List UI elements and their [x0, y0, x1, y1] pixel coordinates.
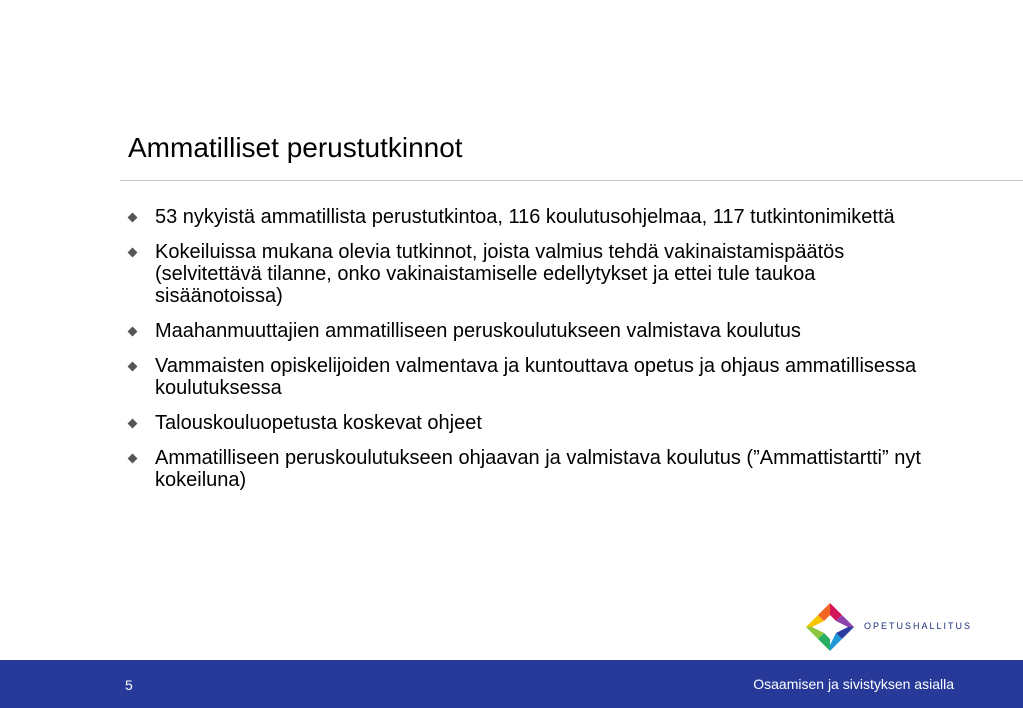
diamond-bullet-icon — [128, 327, 138, 337]
diamond-bullet-icon — [128, 213, 138, 223]
diamond-bullet-icon — [128, 419, 138, 429]
bullet-text: Ammatilliseen peruskoulutukseen ohjaavan ja valmistava koulutus (”Ammattistartti” nyt kokeiluna) — [155, 447, 921, 491]
bullet-item — [125, 241, 935, 307]
page-number: 5 — [125, 677, 133, 693]
bullet-list — [125, 206, 935, 504]
footer-slogan: Osaamisen ja sivistyksen asialla — [753, 676, 954, 692]
bullet-item — [125, 447, 935, 491]
bullet-text: Talouskouluopetusta koskevat ohjeet — [155, 412, 482, 434]
bullet-text: Maahanmuuttajien ammatilliseen peruskoulutukseen valmistava koulutus — [155, 320, 801, 342]
bullet-item — [125, 320, 935, 342]
opetushallitus-logo — [805, 602, 973, 652]
bullet-item — [125, 355, 935, 399]
opetushallitus-diamond-logo-icon — [805, 602, 855, 652]
diamond-bullet-icon — [128, 362, 138, 372]
footer-bar — [0, 660, 1023, 708]
slide-title: Ammatilliset perustutkinnot — [128, 132, 463, 163]
bullet-text: 53 nykyistä ammatillista perustutkintoa, 116 koulutusohjelmaa, 117 tutkintonimikettä — [155, 206, 895, 228]
bullet-item — [125, 412, 935, 434]
diamond-bullet-icon — [128, 248, 138, 258]
diamond-bullet-icon — [128, 454, 138, 464]
title-divider — [120, 180, 1023, 181]
bullet-item — [125, 206, 935, 228]
bullet-text: Vammaisten opiskelijoiden valmentava ja kuntouttava opetus ja ohjaus ammatillisessa koulutuksessa — [155, 355, 917, 399]
logo-text: OPETUSHALLITUS — [864, 621, 973, 631]
bullet-text: Kokeiluissa mukana olevia tutkinnot, joista valmius tehdä vakinaistamispäätös (selvitettävä tilanne, onko vakinaistamiselle edellytykset ja ettei tule taukoa sisäänotoissa) — [155, 241, 845, 307]
